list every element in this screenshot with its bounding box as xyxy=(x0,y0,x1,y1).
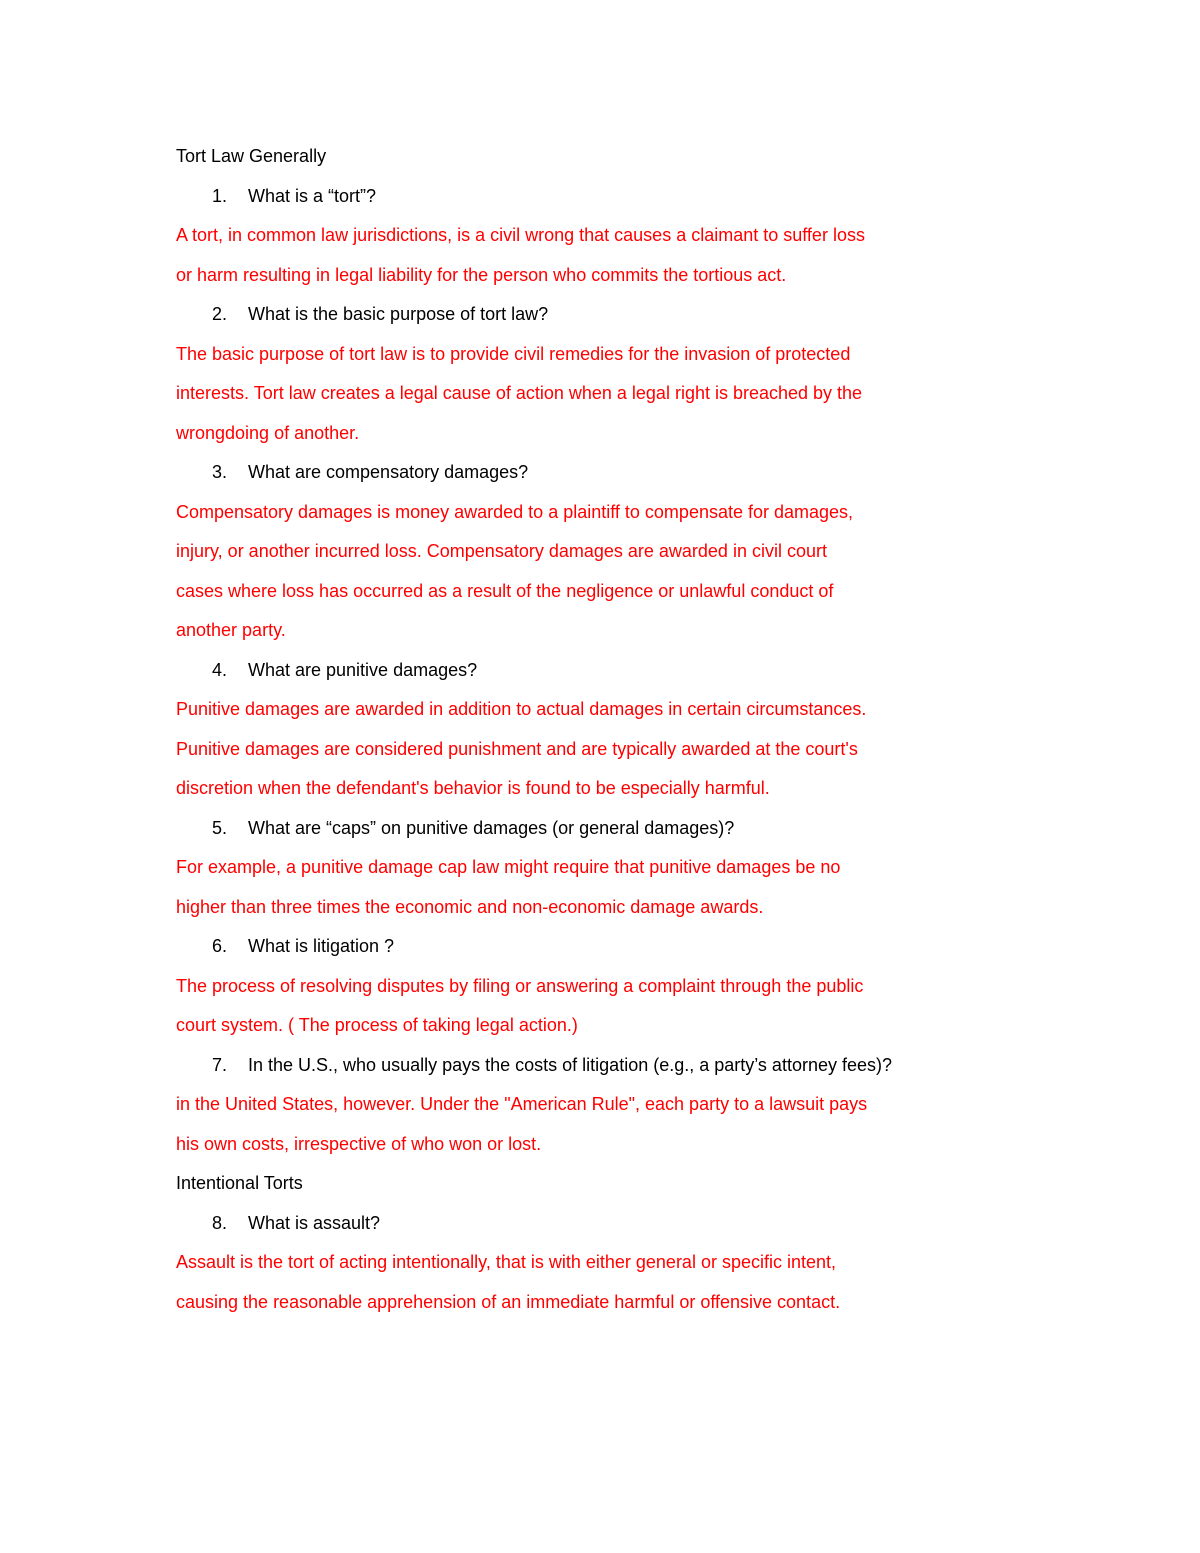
question-item xyxy=(176,183,956,223)
question-item xyxy=(176,1052,956,1092)
section-heading: Tort Law Generally xyxy=(176,146,327,166)
question-number: 2. xyxy=(212,304,228,324)
question-item xyxy=(176,657,956,697)
question-number: 6. xyxy=(212,936,228,956)
answer-line: injury, or another incurred loss. Compensatory damages are awarded in civil court xyxy=(176,541,827,561)
question-text: What are punitive damages? xyxy=(248,659,478,680)
question-item xyxy=(176,815,956,855)
answer-line: causing the reasonable apprehension of an immediate harmful or offensive contact. xyxy=(176,1291,841,1312)
answer-line: Punitive damages are awarded in addition to actual damages in certain circumstances. xyxy=(176,699,867,719)
answer-line: Assault is the tort of acting intentionally, that is with either general or specific intent, xyxy=(176,1252,837,1272)
question-text: What are “caps” on punitive damages (or general damages)? xyxy=(248,817,735,838)
answer-line: cases where loss has occurred as a result of the negligence or unlawful conduct of xyxy=(176,580,834,601)
question-number: 8. xyxy=(212,1212,228,1233)
question-text: What is a “tort”? xyxy=(248,185,377,206)
answer-line: wrongdoing of another. xyxy=(176,422,360,443)
answer-line: or harm resulting in legal liability for the person who commits the tortious act. xyxy=(176,264,787,285)
document-body xyxy=(176,143,956,1328)
answer-line: A tort, in common law jurisdictions, is a civil wrong that causes a claimant to suffer loss xyxy=(176,225,865,245)
answer-line: his own costs, irrespective of who won or lost. xyxy=(176,1133,542,1154)
question-item xyxy=(176,301,956,341)
question-item xyxy=(176,933,956,973)
answer-line: another party. xyxy=(176,620,286,640)
answer-line: Compensatory damages is money awarded to a plaintiff to compensate for damages, xyxy=(176,501,854,522)
answer-line: in the United States, however. Under the "American Rule", each party to a lawsuit pays xyxy=(176,1094,868,1114)
question-item xyxy=(176,1210,956,1250)
answer-line: For example, a punitive damage cap law might require that punitive damages be no xyxy=(176,857,841,877)
section-heading: Intentional Torts xyxy=(176,1173,303,1193)
question-text: What are compensatory damages? xyxy=(248,462,529,482)
question-number: 5. xyxy=(212,817,228,838)
answer-line: higher than three times the economic and non-economic damage awards. xyxy=(176,896,764,917)
answer-line: interests. Tort law creates a legal cause of action when a legal right is breached by the xyxy=(176,383,863,403)
question-number: 3. xyxy=(212,462,228,482)
answer-line: discretion when the defendant's behavior is found to be especially harmful. xyxy=(176,778,770,798)
answer-line: The basic purpose of tort law is to provide civil remedies for the invasion of protected xyxy=(176,343,851,364)
answer-line: court system. ( The process of taking legal action.) xyxy=(176,1015,578,1035)
question-number: 4. xyxy=(212,659,228,680)
question-number: 1. xyxy=(212,185,228,206)
question-text: What is the basic purpose of tort law? xyxy=(248,304,549,324)
answer-line: Punitive damages are considered punishment and are typically awarded at the court's xyxy=(176,738,858,759)
question-text: In the U.S., who usually pays the costs of litigation (e.g., a party’s attorney fees)? xyxy=(248,1054,893,1075)
question-item xyxy=(176,459,956,499)
answer-line: The process of resolving disputes by filing or answering a complaint through the public xyxy=(176,975,864,996)
question-text: What is assault? xyxy=(248,1212,381,1233)
question-number: 7. xyxy=(212,1054,228,1075)
question-text: What is litigation ? xyxy=(248,936,395,956)
